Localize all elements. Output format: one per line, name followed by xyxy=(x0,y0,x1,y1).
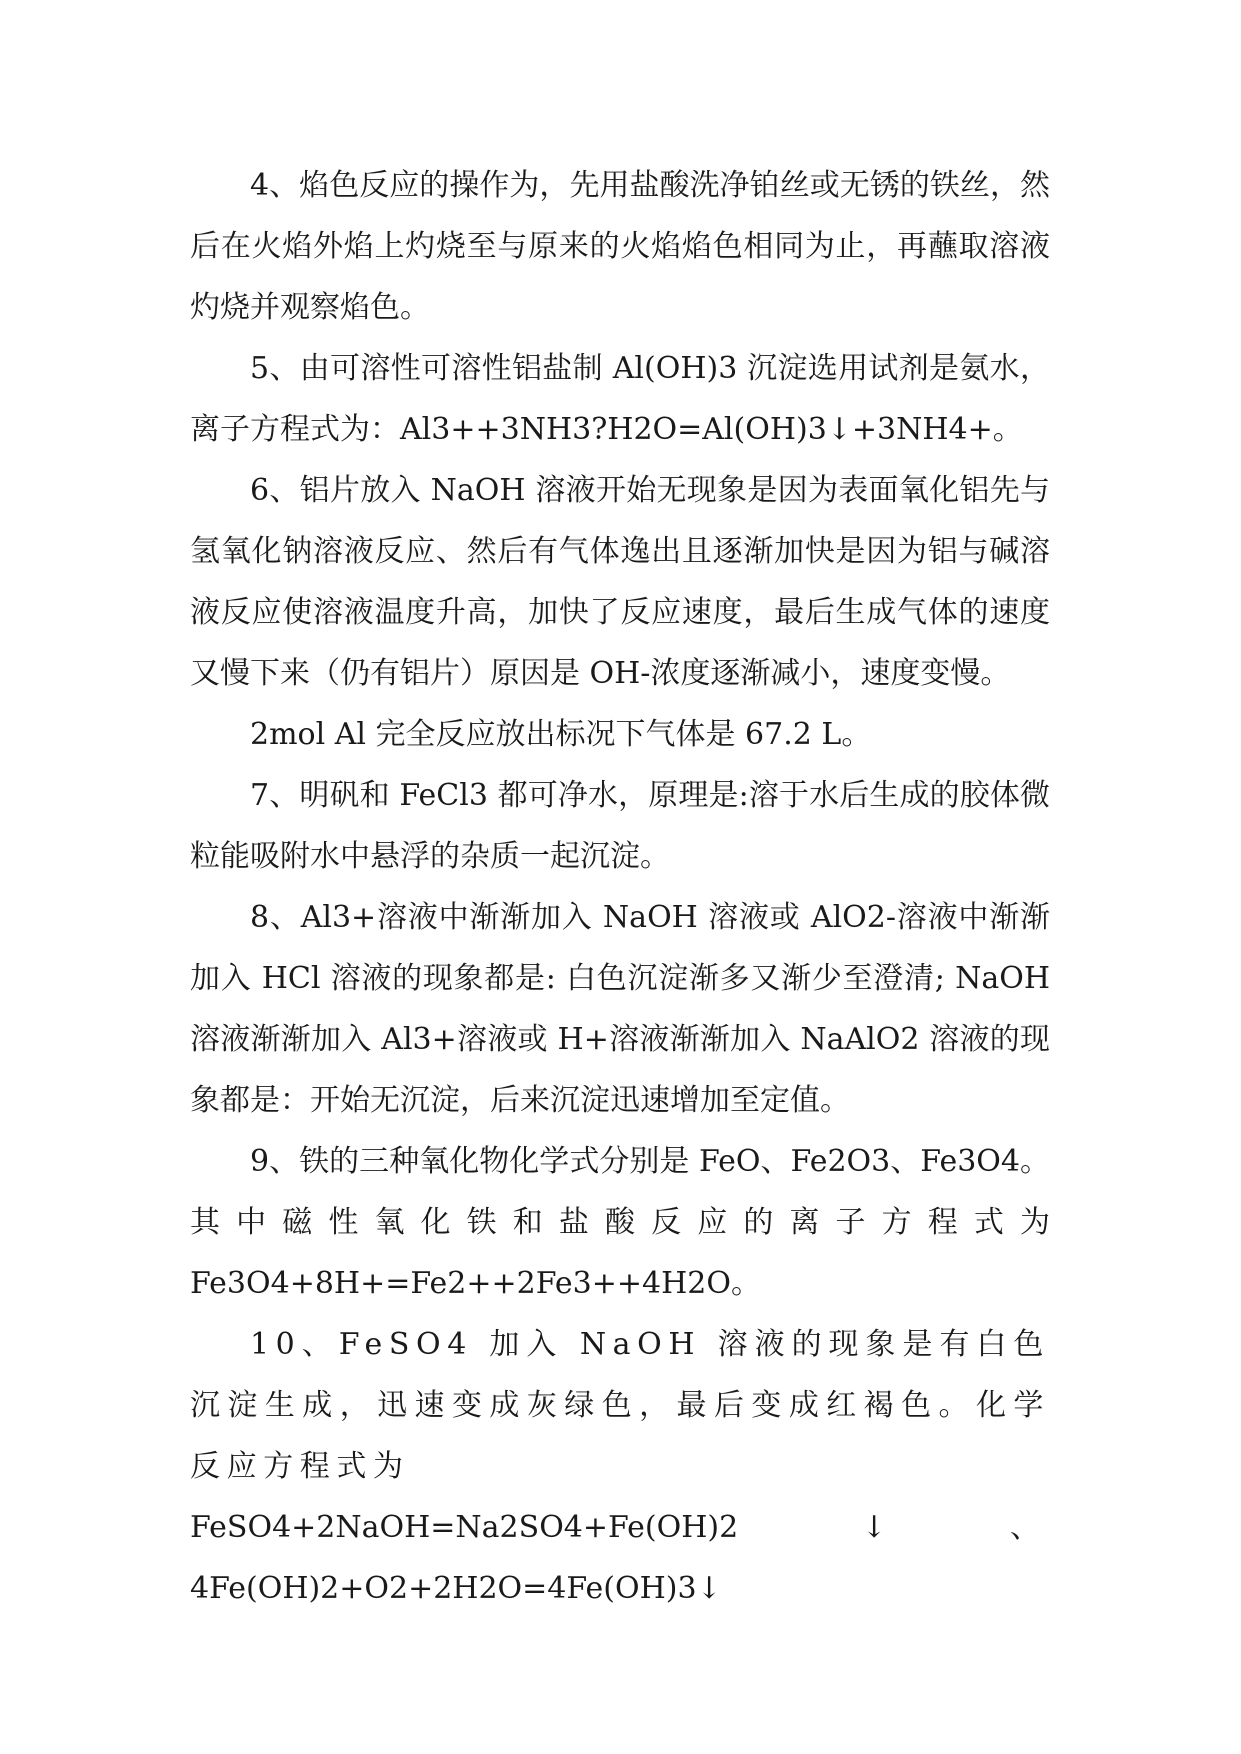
equation-separator: 、 xyxy=(1010,1510,1040,1545)
paragraph-al3-precipitate: 8、Al3+溶液中渐渐加入 NaOH 溶液或 AlO2-溶液中渐渐加入 HCl 溶液的现象都是: 白色沉淀渐多又渐少至澄清; NaOH 溶液渐渐加入 Al3+溶液或 H+溶液渐渐加入 NaAlO2 溶液的现象都是：开始无沉淀，后来沉淀迅速增加至定值。 xyxy=(190,900,1050,1118)
paragraph-flame-test: 4、焰色反应的操作为，先用盐酸洗净铂丝或无锈的铁丝，然后在火焰外焰上灼烧至与原来的火焰焰色相同为止，再蘸取溶液灼烧并观察焰色。 xyxy=(190,168,1050,325)
paragraph-aluminum-naoh: 6、铝片放入 NaOH 溶液开始无现象是因为表面氧化铝先与氢氧化钠溶液反应、然后有气体逸出且逐渐加快是因为铝与碱溶液反应使溶液温度升高，加快了反应速度，最后生成气体的速度又慢下来（仍有铝片）原因是 OH-浓度逐渐减小，速度变慢。 xyxy=(190,473,1050,691)
equation-line-2: 4Fe(OH)2+O2+2H2O=4Fe(OH)3↓ xyxy=(190,1571,722,1606)
paragraph-feso4-naoh: 10、FeSO4 加入 NaOH 溶液的现象是有白色沉淀生成，迅速变成灰绿色，最后变成红褐色。化学反应方程式为 xyxy=(190,1327,1050,1484)
paragraph-aluminum-hydroxide: 5、由可溶性可溶性铝盐制 Al(OH)3 沉淀选用试剂是氨水，离子方程式为：Al3++3NH3?H2O=Al(OH)3↓+3NH4+。 xyxy=(190,351,1050,447)
precipitate-arrow: ↓ xyxy=(861,1510,887,1545)
paragraph-iron-oxides: 9、铁的三种氧化物化学式分别是 FeO、Fe2O3、Fe3O4。其中磁性氧化铁和盐酸反应的离子方程式为 Fe3O4+8H+=Fe2++2Fe3++4H2O。 xyxy=(190,1144,1050,1301)
document-body xyxy=(190,155,1050,1619)
paragraph-water-purification: 7、明矾和 FeCl3 都可净水，原理是:溶于水后生成的胶体微粒能吸附水中悬浮的杂质一起沉淀。 xyxy=(190,778,1050,874)
equation-feso4-naoh: FeSO4+2NaOH=Na2SO4+Fe(OH)2 xyxy=(190,1510,739,1545)
equation-line-1 xyxy=(190,1497,1040,1558)
paragraph-gas-volume: 2mol Al 完全反应放出标况下气体是 67.2 L。 xyxy=(250,717,872,752)
